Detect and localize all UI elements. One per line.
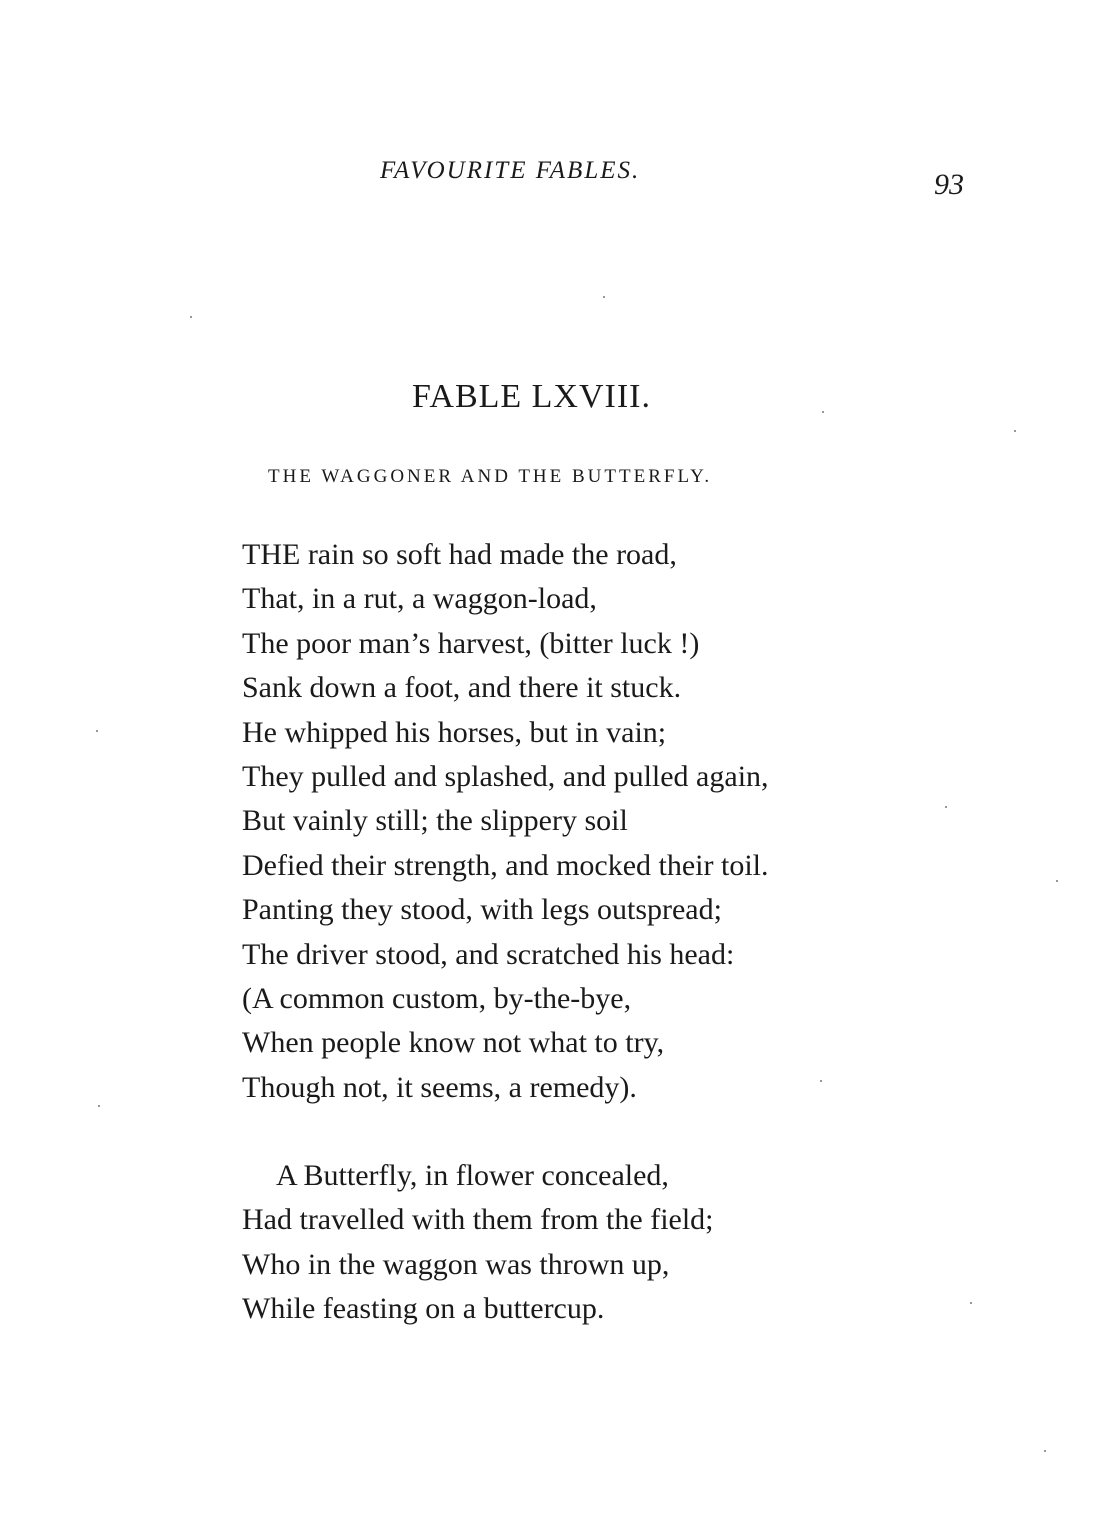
verse-line: Though not, it seems, a remedy). (242, 1070, 637, 1104)
verse-line: The poor man’s harvest, (bitter luck !) (242, 626, 700, 660)
verse-line: A Butterfly, in flower concealed, (276, 1159, 669, 1192)
scan-speck (970, 1302, 972, 1304)
scan-speck (603, 296, 605, 298)
verse-line: The driver stood, and scratched his head: (242, 937, 735, 971)
verse-line: Defied their strength, and mocked their toil. (242, 848, 769, 882)
scan-speck (98, 1105, 100, 1107)
stanza-2 (242, 1154, 714, 1332)
scan-speck (820, 1080, 822, 1082)
scan-speck (96, 730, 98, 732)
scan-speck (1044, 1450, 1046, 1452)
verse-line: But vainly still; the slippery soil (242, 804, 628, 838)
verse-line: When people know not what to try, (242, 1026, 665, 1060)
verse-line: While feasting on a buttercup. (242, 1292, 605, 1326)
verse-line: THE rain so soft had made the road, (242, 538, 677, 571)
verse-line: They pulled and splashed, and pulled again, (242, 760, 769, 794)
verse-line: He whipped his horses, but in vain; (242, 715, 667, 749)
scan-speck (1014, 430, 1016, 432)
fable-number: FABLE LXVIII. (412, 378, 651, 415)
verse-line: That, in a rut, a waggon-load, (242, 582, 597, 616)
fable-title: THE WAGGONER AND THE BUTTERFLY. (268, 466, 713, 487)
verse-line: Panting they stood, with legs outspread; (242, 893, 722, 927)
running-head: FAVOURITE FABLES. (380, 157, 641, 184)
verse-line: Who in the waggon was thrown up, (242, 1247, 670, 1281)
verse-line: (A common custom, by-the-bye, (242, 982, 632, 1016)
verse-line: Had travelled with them from the field; (242, 1203, 714, 1237)
scan-speck (945, 806, 947, 808)
scan-speck (190, 316, 192, 318)
scan-speck (822, 411, 824, 413)
scan-speck (1056, 880, 1058, 882)
stanza-1 (242, 533, 769, 1110)
page-number: 93 (934, 168, 964, 201)
verse-line: Sank down a foot, and there it stuck. (242, 671, 682, 705)
